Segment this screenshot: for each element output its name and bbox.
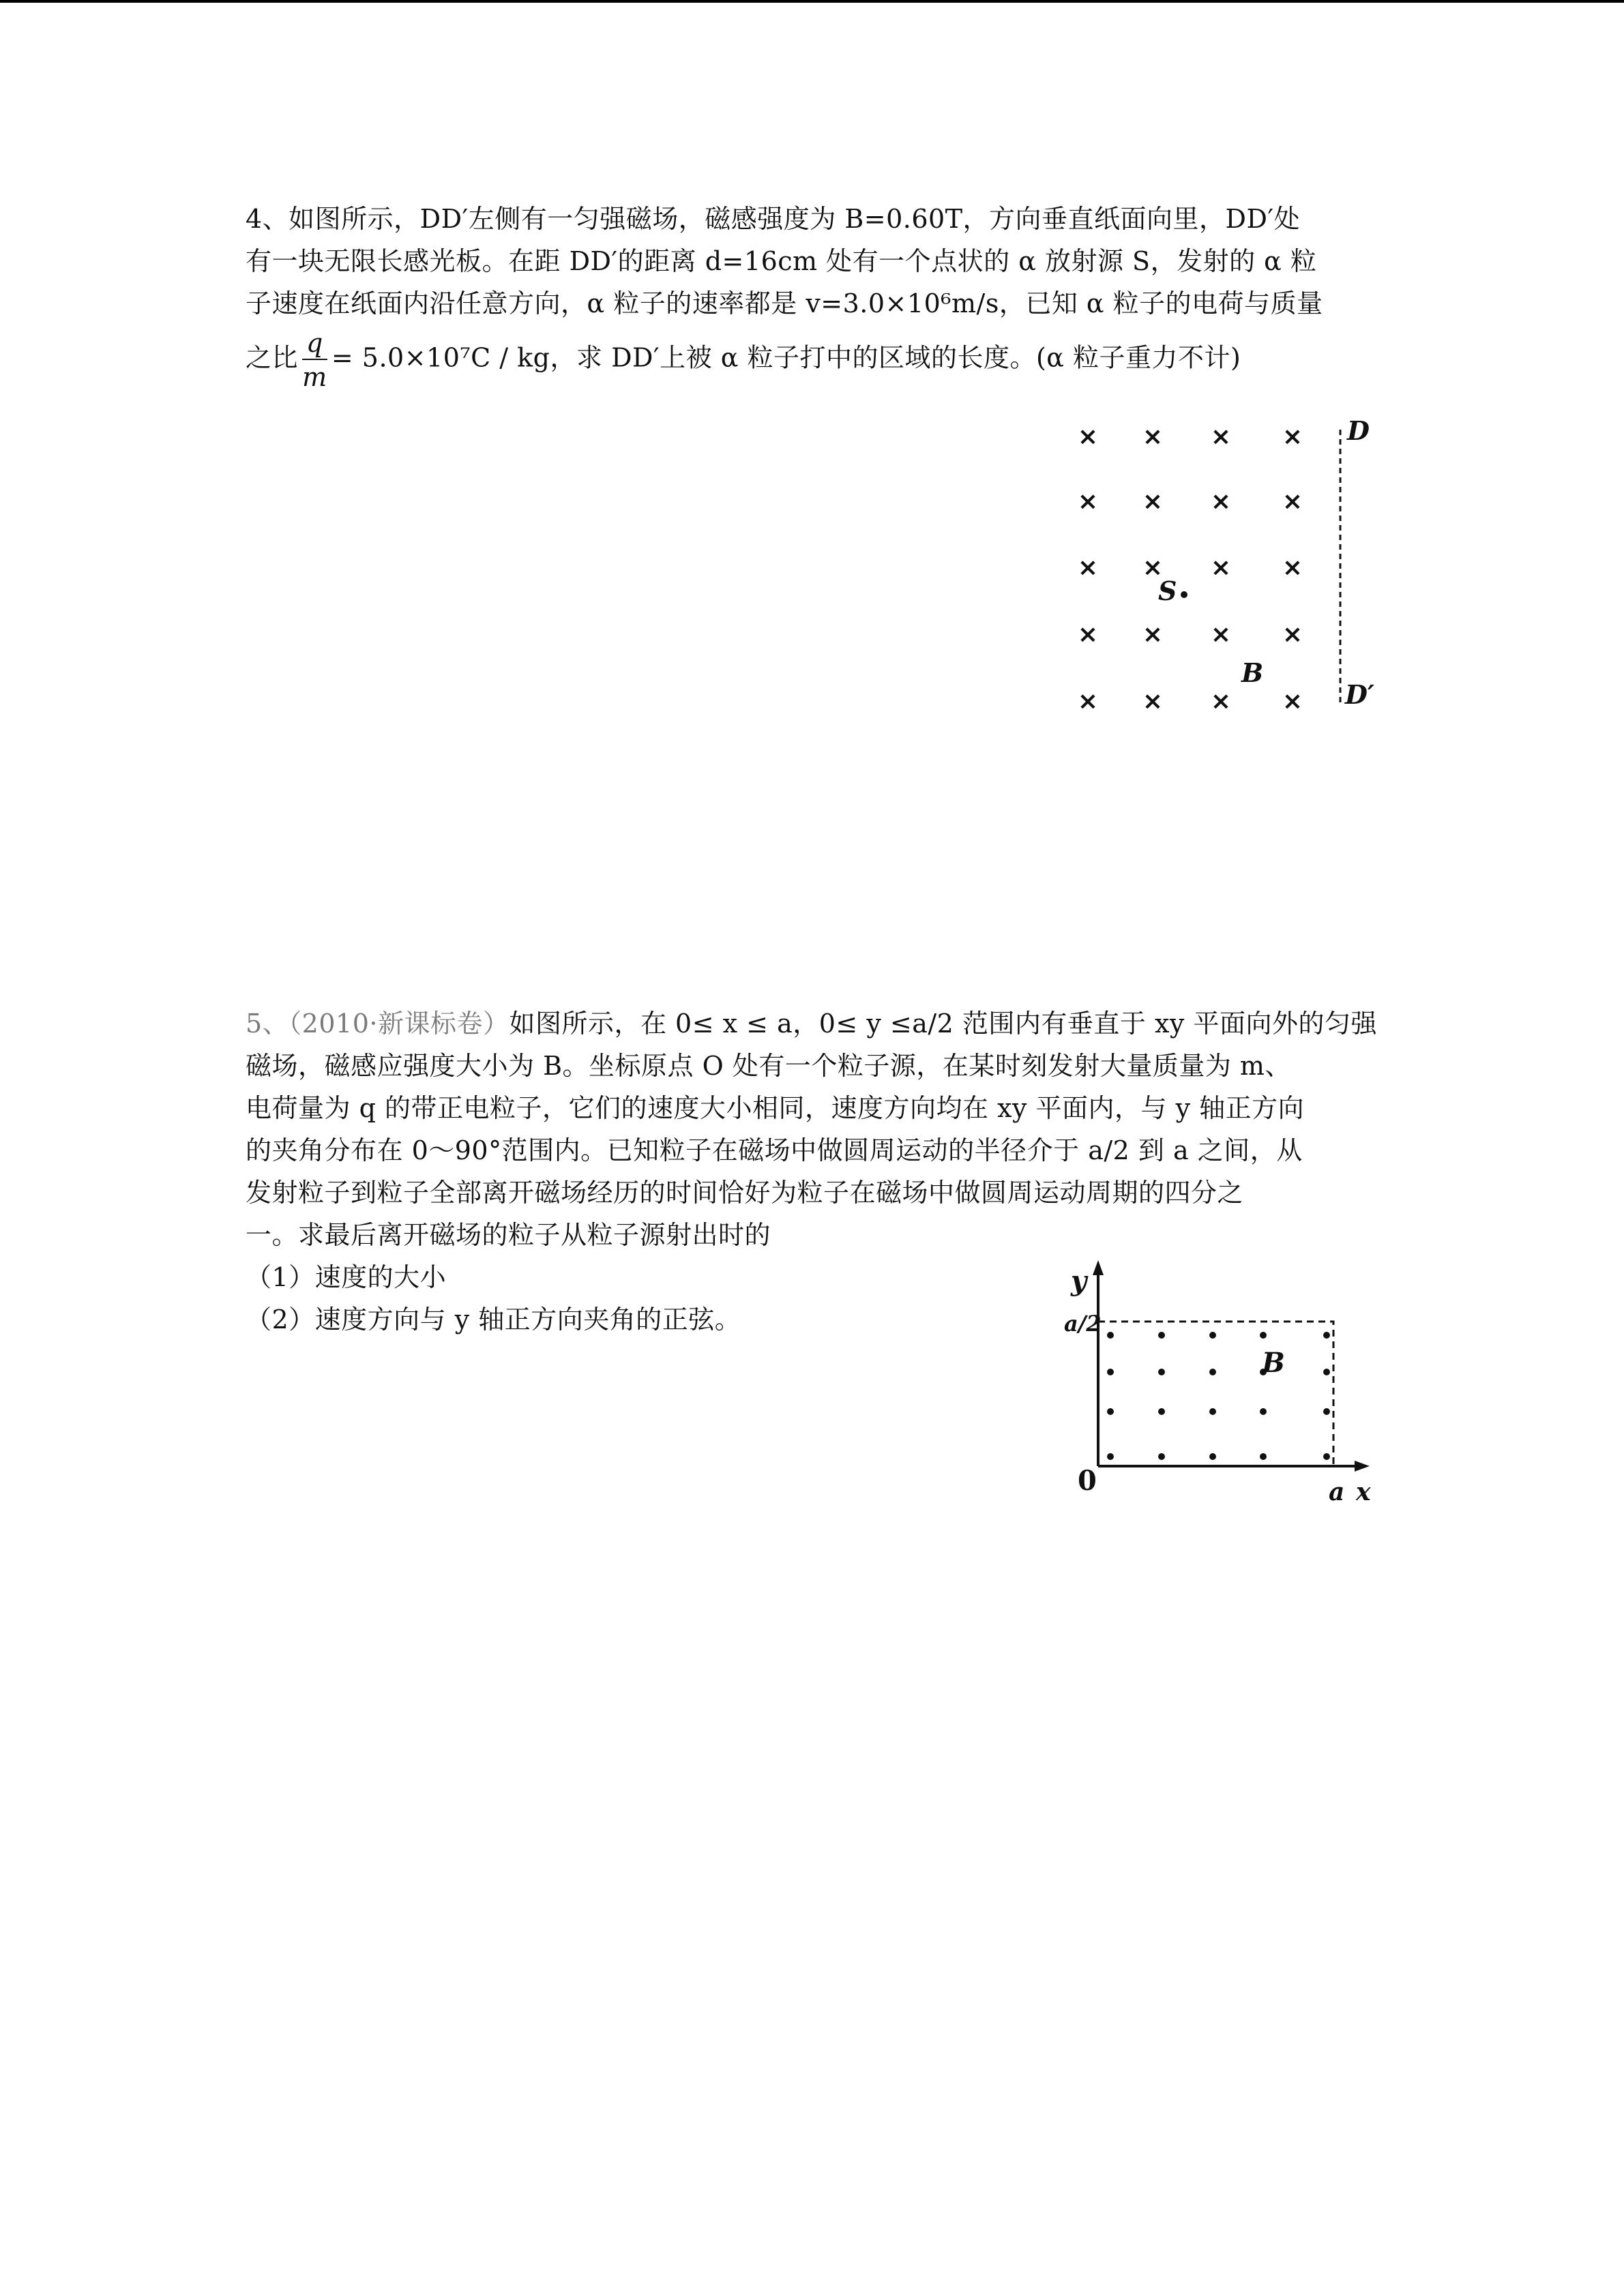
label-d-prime: D′	[1345, 679, 1374, 710]
field-x-mark: ×	[1077, 488, 1099, 516]
q5-line-1-rest: 如图所示，在 0≤ x ≤ a，0≤ y ≤a/2 范围内有垂直于 xy 平面向外的匀强	[509, 1009, 1377, 1039]
label-source-s: S	[1158, 576, 1177, 606]
q5-coordinate-field-figure	[1064, 1255, 1391, 1514]
y-axis-arrow-icon	[1093, 1260, 1104, 1275]
field-dot-mark	[1323, 1369, 1330, 1375]
field-x-mark: ×	[1077, 554, 1099, 582]
field-x-mark: ×	[1077, 621, 1099, 648]
field-dot-mark	[1323, 1332, 1330, 1339]
field-dot-mark	[1158, 1408, 1165, 1415]
field-x-mark: ×	[1210, 423, 1232, 451]
field-dot-mark	[1158, 1453, 1165, 1460]
charge-mass-fraction	[302, 330, 327, 390]
fraction-numerator: q	[302, 330, 327, 360]
field-dot-mark	[1260, 1332, 1267, 1339]
field-x-mark: ×	[1282, 554, 1303, 582]
field-x-mark: ×	[1210, 621, 1232, 648]
field-dot-mark	[1107, 1332, 1114, 1339]
q4-line-4	[246, 330, 1378, 390]
field-x-mark: ×	[1142, 621, 1164, 648]
field-dot-mark	[1107, 1453, 1114, 1460]
point-source-dot	[1181, 591, 1187, 598]
label-a: a	[1329, 1478, 1345, 1506]
q5-line-3: 电荷量为 q 的带正电粒子，它们的速度大小相同，速度方向均在 xy 平面内，与 y 轴正方向	[246, 1093, 1305, 1123]
q5-line-5: 发射粒子到粒子全部离开磁场经历的时间恰好为粒子在磁场中做圆周运动周期的四分之	[246, 1178, 1244, 1208]
q5-line-2: 磁场，磁感应强度大小为 B。坐标原点 O 处有一个粒子源，在某时刻发射大量质量为 m、	[246, 1051, 1291, 1081]
label-x: x	[1356, 1478, 1371, 1506]
field-x-mark: ×	[1142, 554, 1164, 582]
field-dot-mark	[1107, 1408, 1114, 1415]
label-field-b: B	[1262, 1347, 1285, 1379]
x-axis-arrow-icon	[1355, 1461, 1370, 1472]
label-origin: 0	[1078, 1465, 1097, 1497]
label-field-b: B	[1241, 657, 1264, 688]
q5-sub-question-2: （2）速度方向与 y 轴正方向夹角的正弦。	[246, 1304, 741, 1335]
field-dot-mark	[1260, 1408, 1267, 1415]
q4-magnetic-field-figure	[1064, 416, 1391, 723]
q5-line-6: 一。求最后离开磁场的粒子从粒子源射出时的	[246, 1220, 771, 1250]
field-dot-mark	[1260, 1453, 1267, 1460]
field-dot-mark	[1107, 1369, 1114, 1375]
q4-line-4-equation: = 5.0×10⁷C / kg，求 DD′上被 α 粒子打中的区域的长度。(α 粒子重力不计)	[331, 342, 1241, 373]
q5-line-4: 的夹角分布在 0～90°范围内。已知粒子在磁场中做圆周运动的半径介于 a/2 到 a 之间，从	[246, 1135, 1303, 1165]
field-into-page-marks	[1078, 423, 1303, 715]
q5-sub-question-1: （1）速度的大小	[246, 1262, 447, 1292]
field-x-mark: ×	[1282, 621, 1303, 648]
q4-figure-svg	[1064, 416, 1391, 723]
field-dot-mark	[1209, 1332, 1216, 1339]
field-dot-mark	[1209, 1369, 1216, 1375]
field-x-mark: ×	[1142, 423, 1164, 451]
label-y: y	[1071, 1265, 1087, 1297]
field-x-mark: ×	[1077, 423, 1099, 451]
q4-line-2: 有一块无限长感光板。在距 DD′的距离 d=16cm 处有一个点状的 α 放射源 S，发射的 α 粒	[246, 246, 1317, 276]
field-x-mark: ×	[1282, 687, 1303, 715]
field-dot-mark	[1158, 1369, 1165, 1375]
q5-line-1	[246, 1002, 1378, 1045]
field-dot-mark	[1209, 1408, 1216, 1415]
label-d: D	[1347, 415, 1370, 446]
q4-line-3: 子速度在纸面内沿任意方向，α 粒子的速率都是 v=3.0×10⁶m/s，已知 α 粒子的电荷与质量	[246, 288, 1323, 318]
field-x-mark: ×	[1282, 423, 1303, 451]
field-x-mark: ×	[1210, 554, 1232, 582]
field-dot-mark	[1158, 1332, 1165, 1339]
q4-line-4-prefix: 之比	[246, 342, 299, 373]
field-x-mark: ×	[1282, 488, 1303, 516]
fraction-denominator: m	[302, 362, 327, 392]
field-region-boundary	[1098, 1322, 1333, 1466]
field-dot-mark	[1323, 1453, 1330, 1460]
field-out-of-page-dots	[1107, 1332, 1330, 1460]
top-border-line	[0, 0, 1624, 3]
q4-line-1: 4、如图所示，DD′左侧有一匀强磁场，磁感强度为 B=0.60T，方向垂直纸面向里，DD′处	[246, 204, 1301, 234]
question-4	[246, 198, 1378, 390]
label-a-half: a/2	[1064, 1311, 1102, 1337]
field-x-mark: ×	[1142, 687, 1164, 715]
field-x-mark: ×	[1210, 687, 1232, 715]
q5-figure-svg	[1064, 1255, 1391, 1514]
field-dot-mark	[1323, 1408, 1330, 1415]
field-x-mark: ×	[1077, 687, 1099, 715]
field-x-mark: ×	[1142, 488, 1164, 516]
field-dot-mark	[1209, 1453, 1216, 1460]
field-x-mark: ×	[1210, 488, 1232, 516]
q5-source-tag: 5、（2010·新课标卷）	[246, 1009, 510, 1039]
